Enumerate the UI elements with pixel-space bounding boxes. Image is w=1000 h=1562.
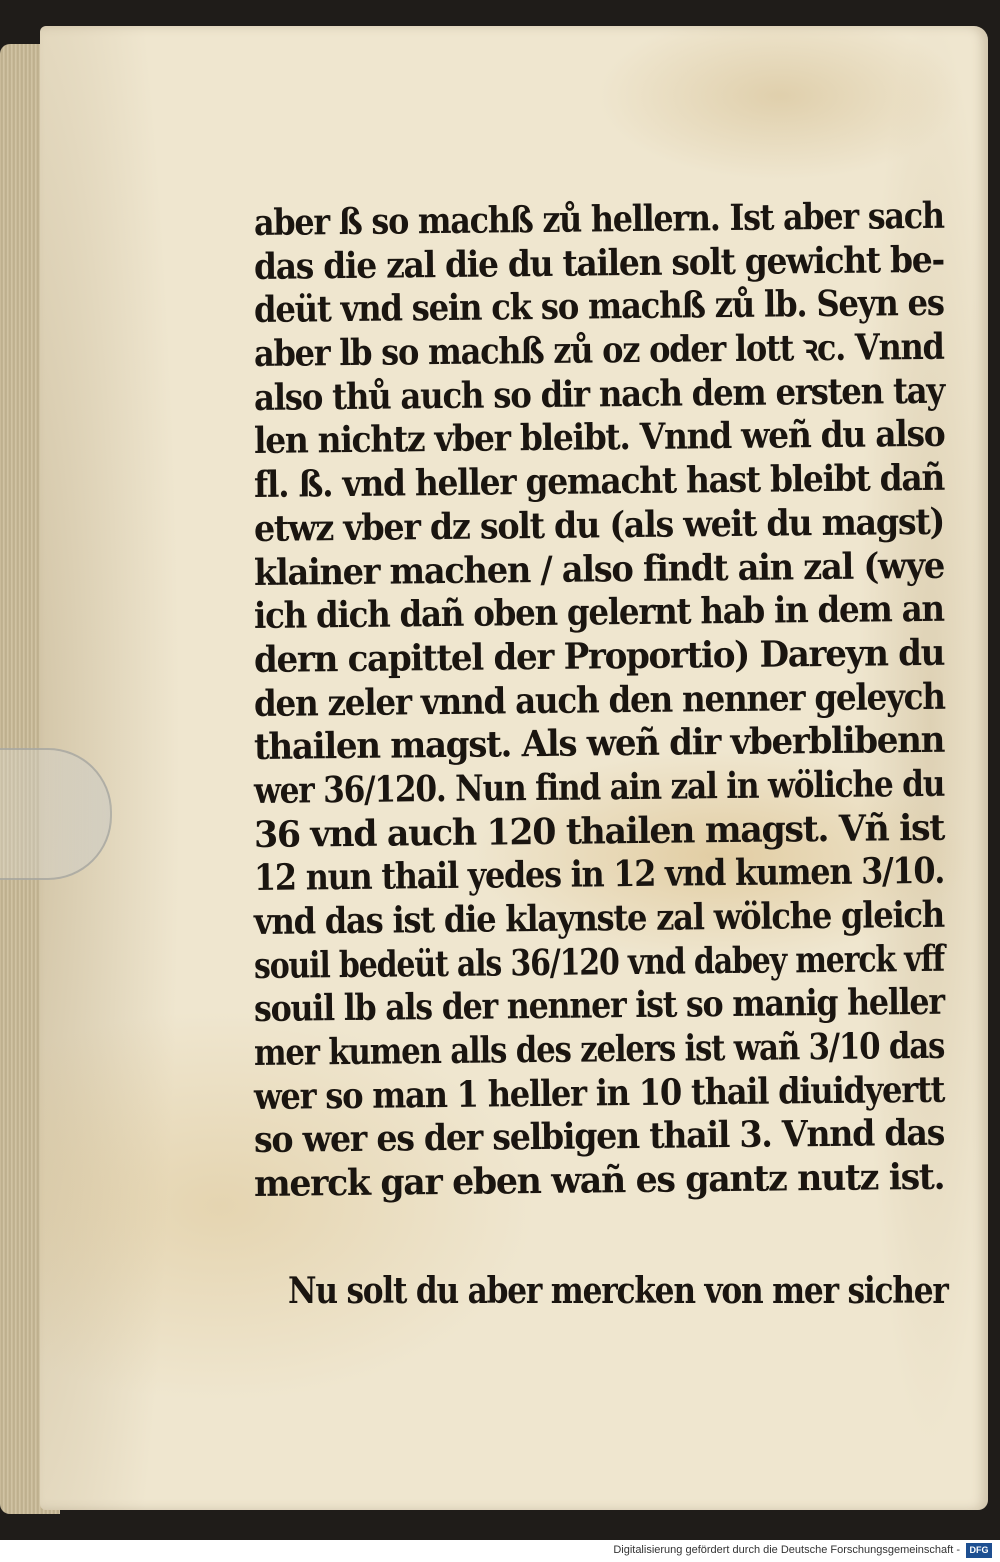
footer-credit: Digitalisierung gefördert durch die Deutsche Forschungsgemeinschaft - <box>613 1544 960 1556</box>
text-line: klainer machen / also findt ain zal (wye <box>253 544 945 594</box>
text-line: ich dich dañ oben gelernt hab in dem an <box>253 587 945 638</box>
text-line: wer so man 1 heller in 10 thail diuidyertt <box>253 1068 945 1118</box>
text-line: souil bedeüt als 36/120 vnd dabey merck vff <box>253 937 945 987</box>
text-line: aber ß so machß zů hellern. Ist aber sach <box>253 194 944 244</box>
text-line: so wer es der selbigen thail 3. Vnnd das <box>253 1112 945 1162</box>
text-line: dern capittel der Proportio) Dareyn du <box>253 631 945 681</box>
text-line: wer 36/120. Nun find ain zal in wöliche du <box>253 762 945 812</box>
text-line: 12 nun thail yedes in 12 vnd kumen 3/10. <box>253 850 945 900</box>
text-line: den zeler vnnd auch den nenner geleych <box>253 675 945 725</box>
text-line: merck gar eben wañ es gantz nutz ist. <box>253 1155 945 1206</box>
digitization-footer <box>0 1540 1000 1562</box>
text-line: souil lb als der nenner ist so manig heller <box>253 981 945 1031</box>
text-line: also thů auch so dir nach dem ersten tay <box>253 369 945 419</box>
page-text <box>253 194 945 1207</box>
text-line: aber lb so machß zů oz oder lott ꝛc. Vnnd <box>253 325 944 376</box>
text-line: 36 vnd auch 120 thailen magst. Vñ ist <box>253 806 945 856</box>
text-line: deüt vnd sein ck so machß zů lb. Seyn es <box>253 282 944 332</box>
text-line: fl. ß. vnd heller gemacht hast bleibt dañ <box>253 456 945 507</box>
text-line: vnd das ist die klaynste zal wölche gleich <box>253 893 945 943</box>
text-line: etwz vber dz solt du (als weit du magst) <box>253 500 945 550</box>
dfg-logo-icon: DFG <box>966 1543 992 1558</box>
text-line: len nichtz vber bleibt. Vnnd weñ du also <box>253 413 945 463</box>
text-line: das die zal die du tailen solt gewicht be- <box>253 238 945 288</box>
text-line: thailen magst. Als weñ dir vberblibenn <box>253 719 945 769</box>
text-line: mer kumen alls des zelers ist wañ 3/10 das <box>253 1024 945 1075</box>
paragraph-start-line: Nu solt du aber mercken von mer sicher <box>288 1270 948 1312</box>
